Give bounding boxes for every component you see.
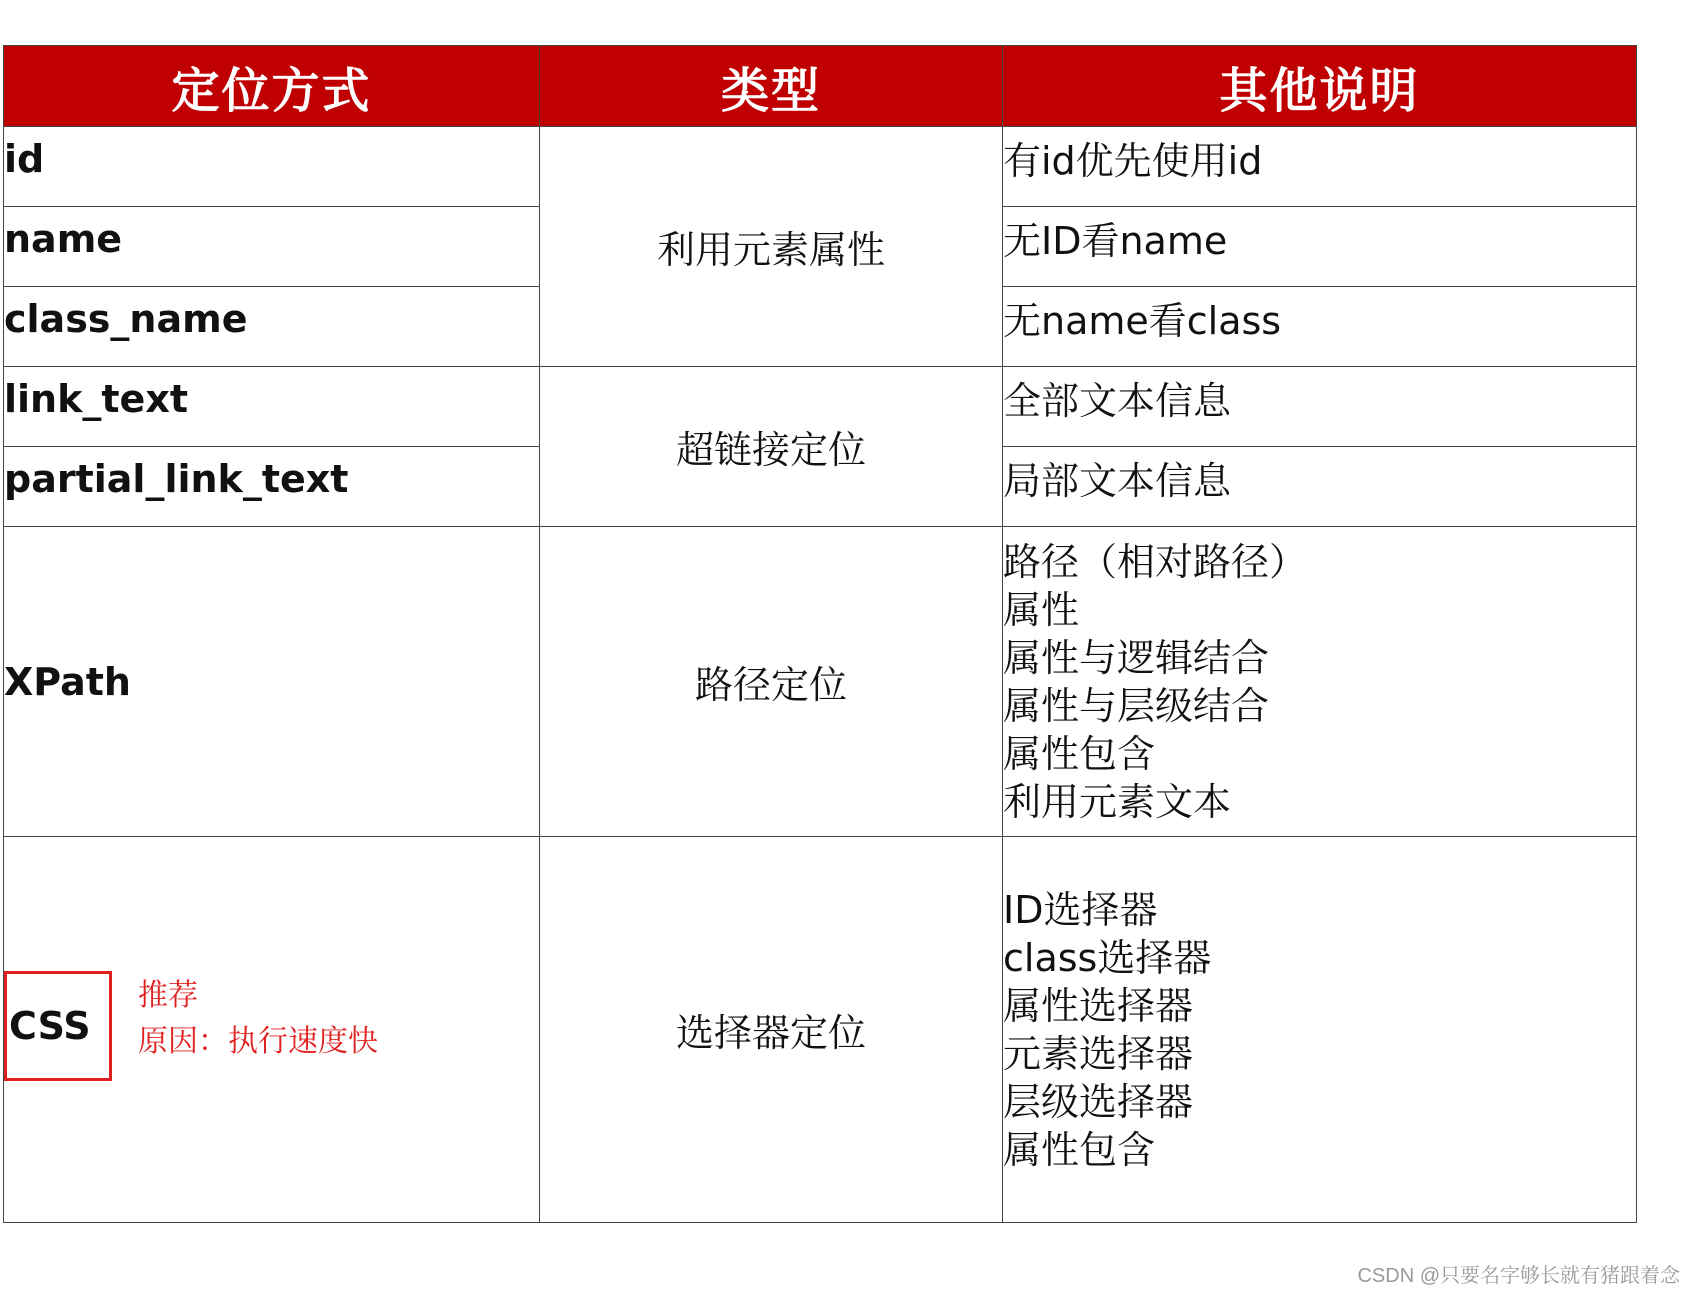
type-css: 选择器定位 (540, 837, 1003, 1223)
note-class-name: 无name看class (1003, 287, 1637, 367)
header-method: 定位方式 (4, 46, 540, 127)
header-row (4, 46, 1637, 127)
table-row (4, 837, 1637, 1223)
annotation-recommend: 推荐 (138, 978, 198, 1013)
css-highlight-box (4, 971, 112, 1081)
method-xpath: XPath (4, 527, 540, 837)
list-item: class选择器 (1003, 935, 1212, 980)
list-item: 属性选择器 (1003, 983, 1194, 1028)
list-item: 属性包含 (1003, 1127, 1156, 1172)
method-id: id (4, 127, 540, 207)
list-item: 属性与逻辑结合 (1003, 635, 1270, 680)
header-type: 类型 (540, 46, 1003, 127)
method-name: name (4, 207, 540, 287)
note-partial-link-text: 局部文本信息 (1003, 447, 1637, 527)
list-item: 元素选择器 (1003, 1031, 1194, 1076)
method-css: CSS (9, 1004, 91, 1048)
method-class-name: class_name (4, 287, 540, 367)
notes-xpath (1003, 527, 1637, 837)
locator-table (3, 45, 1637, 1223)
list-item: 利用元素文本 (1003, 779, 1232, 824)
list-item: 属性包含 (1003, 731, 1156, 776)
header-notes: 其他说明 (1003, 46, 1637, 127)
table-row (4, 127, 1637, 207)
notes-css (1003, 837, 1637, 1223)
method-link-text: link_text (4, 367, 540, 447)
list-item: 路径（相对路径） (1003, 539, 1308, 584)
watermark: CSDN @只要名字够长就有猪跟着念 (1357, 1265, 1680, 1287)
type-xpath: 路径定位 (540, 527, 1003, 837)
list-item: 属性 (1003, 587, 1080, 632)
note-id: 有id优先使用id (1003, 127, 1637, 207)
type-attribute: 利用元素属性 (540, 127, 1003, 367)
annotation-reason: 原因：执行速度快 (138, 1024, 378, 1059)
list-item: 属性与层级结合 (1003, 683, 1270, 728)
note-link-text: 全部文本信息 (1003, 367, 1637, 447)
table-row (4, 367, 1637, 447)
type-link: 超链接定位 (540, 367, 1003, 527)
list-item: ID选择器 (1003, 887, 1158, 932)
method-partial-link-text: partial_link_text (4, 447, 540, 527)
table-row (4, 527, 1637, 837)
method-css-cell (4, 837, 540, 1223)
css-annotation (138, 973, 378, 1065)
note-name: 无ID看name (1003, 207, 1637, 287)
list-item: 层级选择器 (1003, 1079, 1194, 1124)
